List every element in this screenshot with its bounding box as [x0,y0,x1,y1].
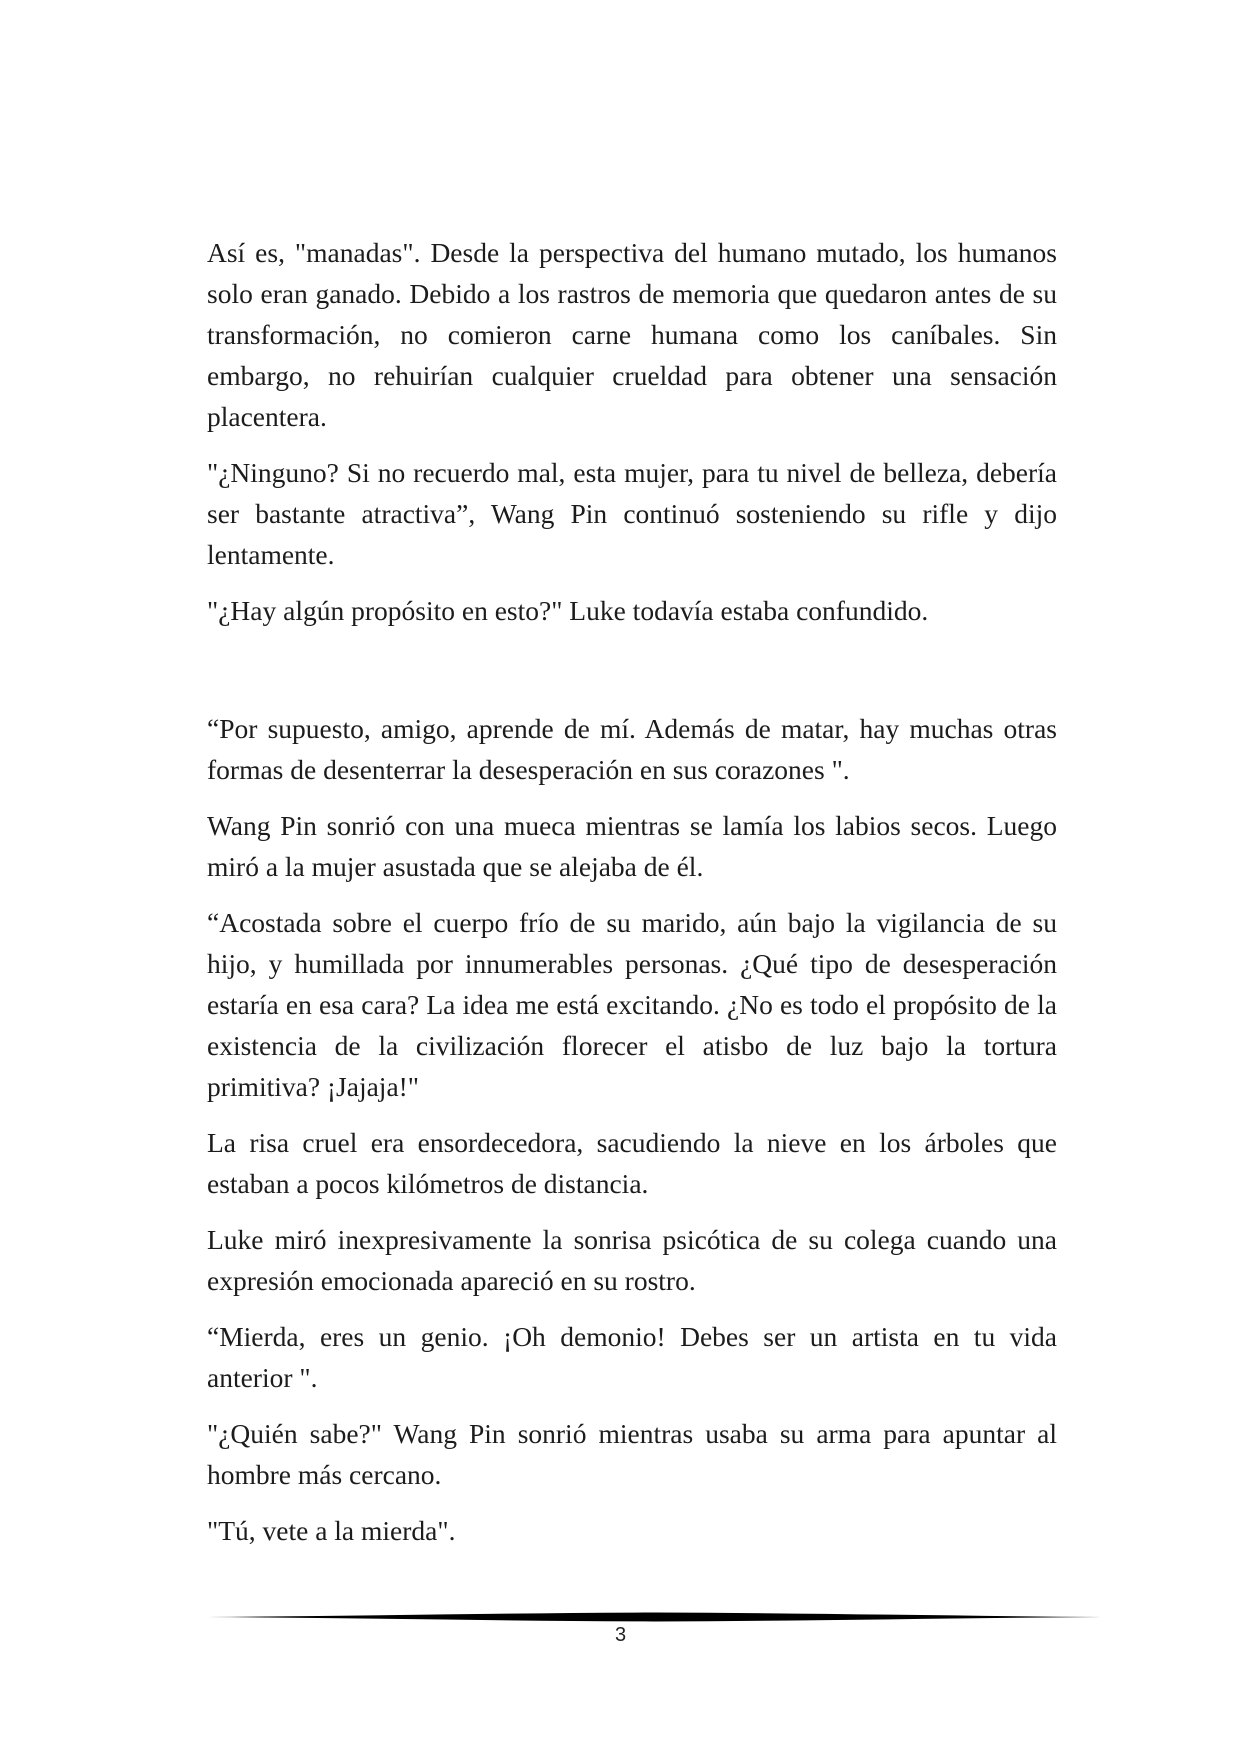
paragraph-4: “Por supuesto, amigo, aprende de mí. Además de matar, hay muchas otras formas de desenterrar la desesperación en sus corazones ". [207,713,1057,785]
body-text [207,232,1057,1566]
paragraph-11: "Tú, vete a la mierda". [207,1515,456,1546]
paragraph-6: “Acostada sobre el cuerpo frío de su marido, aún bajo la vigilancia de su hijo, y humillada por innumerables personas. ¿Qué tipo de desesperación estaría en esa cara? La idea me está excitando. ¿No es todo el propósito de la existencia de la civilización florecer el atisbo de luz bajo la tortura primitiva? ¡Jajaja!" [207,907,1057,1102]
paragraph-1: Así es, "manadas". Desde la perspectiva del humano mutado, los humanos solo eran ganado. Debido a los rastros de memoria que quedaron antes de su transformación, no comieron carne humana como los caníbales. Sin embargo, no rehuirían cualquier crueldad para obtener una sensación placentera. [207,237,1057,432]
paragraph-2: "¿Ninguno? Si no recuerdo mal, esta mujer, para tu nivel de belleza, debería ser bastante atractiva”, Wang Pin continuó sosteniendo su rifle y dijo lentamente. [207,457,1057,570]
paragraph-3: "¿Hay algún propósito en esto?" Luke todavía estaba confundido. [207,595,929,626]
section-gap [207,646,1057,708]
paragraph-8: Luke miró inexpresivamente la sonrisa psicótica de su colega cuando una expresión emocionada apareció en su rostro. [207,1224,1057,1296]
paragraph-10: "¿Quién sabe?" Wang Pin sonrió mientras usaba su arma para apuntar al hombre más cercano. [207,1418,1057,1490]
footer-divider [207,1610,1102,1624]
paragraph-9: “Mierda, eres un genio. ¡Oh demonio! Debes ser un artista en tu vida anterior ". [207,1321,1057,1393]
page-number: 3 [614,1624,627,1646]
paragraph-7: La risa cruel era ensordecedora, sacudiendo la nieve en los árboles que estaban a pocos kilómetros de distancia. [207,1127,1057,1199]
paragraph-5: Wang Pin sonrió con una mueca mientras se lamía los labios secos. Luego miró a la mujer asustada que se alejaba de él. [207,810,1057,882]
